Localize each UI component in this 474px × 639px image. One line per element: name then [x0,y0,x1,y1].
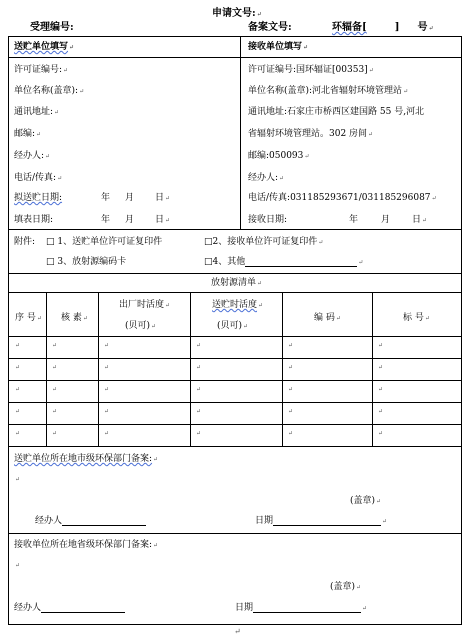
column-header-nuclide: 核 素↵ [61,313,88,323]
sender-address: 通讯地址:↵ [14,107,60,117]
empty-table-cell[interactable]: ↵ [378,408,384,415]
receiver-receive-year: 年 [349,215,359,225]
empty-table-cell[interactable]: ↵ [196,342,202,349]
receiver-license-number: 许可证编号:国环辐证[00353]↵ [248,65,374,75]
sender-env-handler: 经办人 [35,517,146,526]
empty-table-cell[interactable]: ↵ [378,342,384,349]
empty-table-cell[interactable]: ↵ [15,408,21,415]
empty-table-cell[interactable]: ↵ [196,408,202,415]
column-header-storage-activity-unit: (贝可)↵ [217,321,249,331]
column-header-label: 标 号↵ [403,313,430,323]
empty-table-cell[interactable]: ↵ [378,430,384,437]
sender-unit-name: 单位名称(盖章):↵ [14,86,85,96]
receiver-receive-date: 接收日期: [248,215,288,225]
sender-planned-date: 拟送贮日期: [14,193,63,203]
col-line [372,292,373,446]
empty-table-cell[interactable]: ↵ [104,364,110,371]
acceptance-number-label: 受理编号: [30,22,74,33]
empty-table-cell[interactable]: ↵ [15,342,21,349]
row-line [8,358,462,359]
column-header-factory-activity: 出厂时活度↵ [119,300,171,310]
empty-table-cell[interactable]: ↵ [52,342,58,349]
sender-env-date-blank[interactable] [273,517,381,526]
sender-env-seal: (盖章)↵ [350,496,382,506]
source-header-top-line [8,292,462,293]
sender-license-number: 许可证编号:↵ [14,65,69,75]
sender-fill-year: 年 [101,215,111,225]
empty-table-cell[interactable]: ↵ [15,364,21,371]
receiver-handler: 经办人:↵ [248,173,285,183]
empty-table-cell[interactable]: ↵ [104,342,110,349]
empty-table-cell[interactable]: ↵ [104,386,110,393]
receiver-postcode: 邮编:050093↵ [248,151,310,161]
receiver-env-filing-title: 接收单位所在地省级环保部门备案:↵ [14,540,159,550]
empty-table-cell[interactable]: ↵ [378,386,384,393]
receiver-env-blank-line: ↵ [15,562,21,569]
sender-env-date: 日期 ↵ [255,516,388,526]
filing-code: 环辐备[ ] 号↵ [332,22,434,33]
empty-table-cell[interactable]: ↵ [15,430,21,437]
filing-number-label: 备案文号: [248,22,292,33]
empty-table-cell[interactable]: ↵ [52,430,58,437]
empty-table-cell[interactable]: ↵ [288,342,294,349]
receiver-address-line-2: 省辐射环境管理站。302 房间↵ [248,129,374,139]
sender-fill-date: 填表日期: [14,215,54,225]
empty-table-cell[interactable]: ↵ [15,386,21,393]
empty-table-cell[interactable]: ↵ [52,386,58,393]
sender-planned-day: 日↵ [155,193,171,203]
column-header-code: 编 码↵ [314,313,341,323]
col-line [46,292,47,446]
section-title-divider [8,57,462,58]
sender-planned-month: 月 [125,193,135,203]
source-header-bottom-line [8,336,462,337]
sender-section-title: 送贮单位填写↵ [14,42,75,52]
empty-table-cell[interactable]: ↵ [378,364,384,371]
empty-table-cell[interactable]: ↵ [104,430,110,437]
column-header-storage-activity: 送贮时活度↵ [212,300,264,310]
row-line [8,424,462,425]
apply-number-label: 申请文号:↵ [212,8,262,19]
sender-phone-fax: 电话/传真:↵ [14,173,63,183]
column-header-factory-activity-unit: (贝可)↵ [125,321,157,331]
empty-table-cell[interactable]: ↵ [196,386,202,393]
col-line [98,292,99,446]
col-line [190,292,191,446]
receiver-section-title: 接收单位填写↵ [248,42,309,52]
attachments-top-line [8,229,462,230]
sender-handler: 经办人:↵ [14,151,51,161]
empty-table-cell[interactable]: ↵ [104,408,110,415]
empty-table-cell[interactable]: ↵ [288,430,294,437]
receiver-phone-fax: 电话/传真:031185293671/031185296087↵ [248,193,437,203]
sender-fill-day: 日↵ [155,215,171,225]
end-of-document-mark: ↵ [234,627,241,636]
col-line [282,292,283,446]
attachment-receiver-license-copy[interactable]: □2、接收单位许可证复印件↵ [204,237,324,247]
attachment-other-blank[interactable] [245,258,357,267]
attachment-other[interactable]: □4、其他 ↵ [204,257,364,267]
receiver-env-date: 日期 ↵ [235,603,368,613]
column-header-seq: 序 号↵ [15,313,42,323]
sender-receiver-divider [240,36,241,229]
receiver-address-line-1: 通讯地址:石家庄市桥西区建国路 55 号,河北 [248,107,425,117]
sender-env-handler-blank[interactable] [62,517,146,526]
empty-table-cell[interactable]: ↵ [288,364,294,371]
receiver-env-handler-blank[interactable] [41,604,125,613]
empty-table-cell[interactable]: ↵ [196,430,202,437]
sender-planned-year: 年 [101,193,111,203]
sender-env-blank-line: ↵ [15,476,21,483]
env-section-divider [8,533,462,534]
row-line [8,380,462,381]
sender-env-filing-title: 送贮单位所在地市级环保部门备案:↵ [14,454,159,464]
attachment-sender-license-copy[interactable]: □ 1、送贮单位许可证复印件 [46,237,163,247]
empty-table-cell[interactable]: ↵ [288,386,294,393]
receiver-env-seal: (盖章)↵ [330,582,362,592]
receiver-receive-month: 月 [381,215,391,225]
source-list-title: 放射源清单↵ [211,278,263,288]
empty-table-cell[interactable]: ↵ [52,364,58,371]
receiver-env-handler: 经办人 [14,604,125,613]
attachments-label: 附件: [14,237,36,247]
sender-postcode: 邮编:↵ [14,129,42,139]
receiver-unit-name: 单位名称(盖章):河北省辐射环境管理站↵ [248,86,409,96]
source-list-top-line [8,273,462,274]
empty-table-cell[interactable]: ↵ [52,408,58,415]
receiver-env-date-blank[interactable] [253,604,361,613]
empty-table-cell[interactable]: ↵ [196,364,202,371]
sender-fill-month: 月 [125,215,135,225]
receiver-receive-day: 日↵ [412,215,428,225]
row-line [8,402,462,403]
attachment-source-code-card[interactable]: □ 3、放射源编码卡 [46,257,127,267]
source-table-bottom-line [8,446,462,447]
empty-table-cell[interactable]: ↵ [288,408,294,415]
